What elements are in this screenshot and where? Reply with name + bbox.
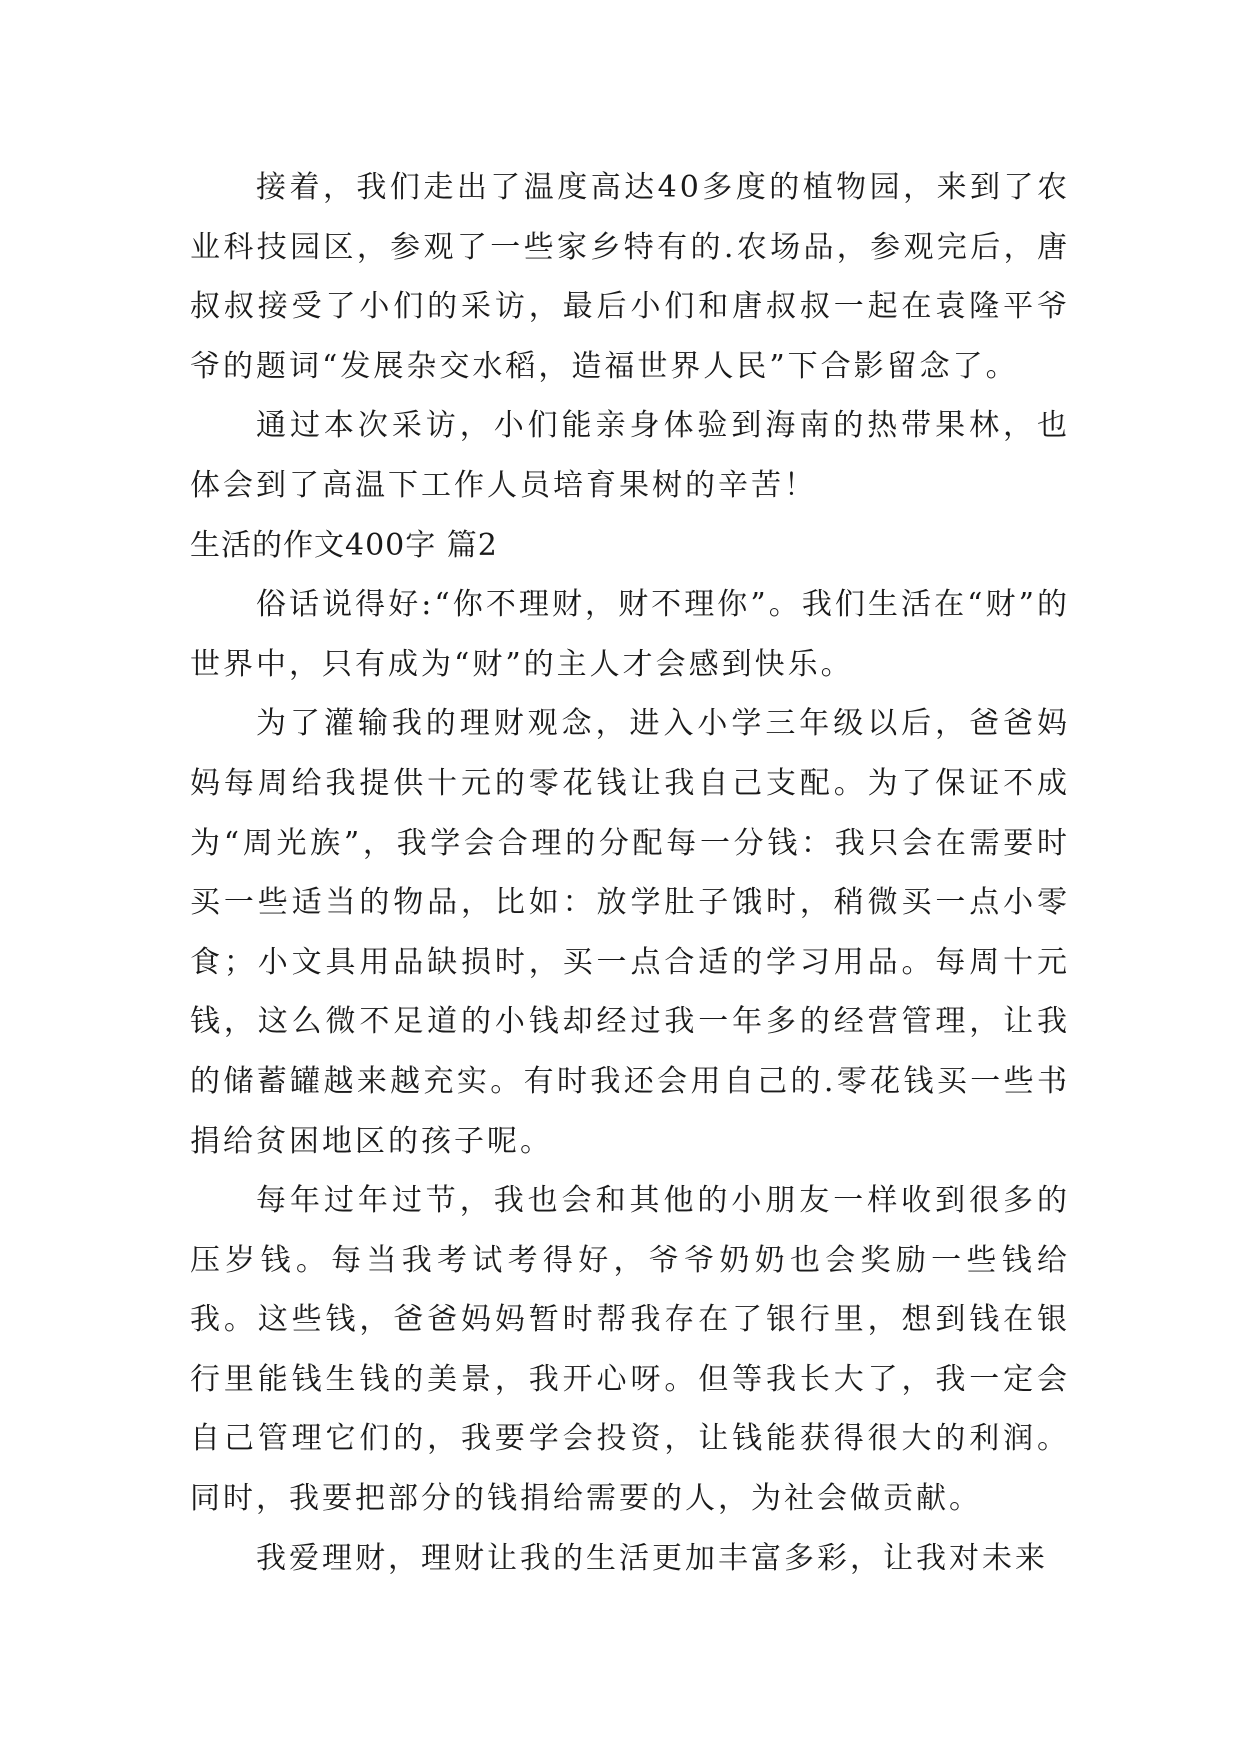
paragraph-conclusion: 我爱理财，理财让我的生活更加丰富多彩，让我对未来 bbox=[256, 1540, 1048, 1576]
paragraph-interview-summary: 通过本次采访，小们能亲身体验到海南的热带果林，也体会到了高温下工作人员培育果树的辛苦！ bbox=[190, 408, 1070, 503]
paragraph-new-year-money: 每年过年过节，我也会和其他的小朋友一样收到很多的压岁钱。每当我考试考得好，爷爷奶奶也会奖励一些钱给我。这些钱，爸爸妈妈暂时帮我存在了银行里，想到钱在银行里能钱生钱的美景，我开心呀。但等我长大了，我一定会自己管理它们的，我要学会投资，让钱能获得很大的利润。同时，我要把部分的钱捐给需要的人，为社会做贡献。 bbox=[190, 1183, 1070, 1517]
section-heading: 生活的作文400字 篇2 bbox=[190, 527, 498, 563]
paragraph-pocket-money: 为了灌输我的理财观念，进入小学三年级以后，爸爸妈妈每周给我提供十元的零花钱让我自己支配。为了保证不成为“周光族”，我学会合理的分配每一分钱：我只会在需要时买一些适当的物品，比如：放学肚子饿时，稍微买一点小零食；小文具用品缺损时，买一点合适的学习用品。每周十元钱，这么微不足道的小钱却经过我一年多的经营管理，让我的储蓄罐越来越充实。有时我还会用自己的.零花钱买一些书捐给贫困地区的孩子呢。 bbox=[190, 706, 1070, 1159]
paragraph-botanical-visit: 接着，我们走出了温度高达40多度的植物园，来到了农业科技园区，参观了一些家乡特有的.农场品，参观完后，唐叔叔接受了小们的采访，最后小们和唐叔叔一起在袁隆平爷爷的题词“发展杂交水稻，造福世界人民”下合影留念了。 bbox=[190, 170, 1070, 384]
document-body bbox=[190, 158, 1070, 1588]
paragraph-proverb: 俗话说得好:“你不理财，财不理你”。我们生活在“财”的世界中，只有成为“财”的主人才会感到快乐。 bbox=[190, 587, 1070, 682]
